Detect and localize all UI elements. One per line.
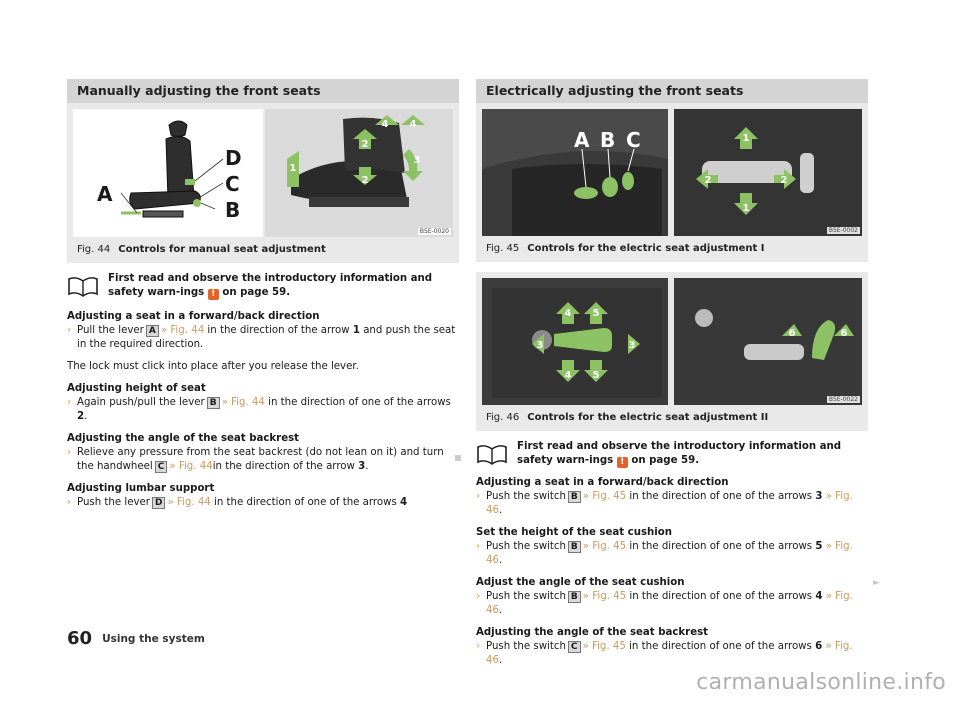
- fig45-arrow-bottom: 1: [742, 203, 750, 214]
- right-s4-step: › Push the switch C » Fig. 45 in the direction of one of the arrows 6 » Fig. 46.: [476, 641, 853, 666]
- chevron-right-icon: ›: [67, 447, 72, 458]
- fig-ref-link[interactable]: » Fig. 44: [160, 325, 205, 336]
- fig44-label-B: B: [225, 198, 241, 222]
- fig46-number: Fig. 46: [486, 412, 520, 423]
- right-s2-step: › Push the switch B » Fig. 45 in the direction of one of the arrows 5 » Fig. 46.: [476, 541, 853, 566]
- open-book-warning-icon: [67, 275, 99, 297]
- fig45-arrow-top: 1: [742, 133, 750, 144]
- left-s4-heading: Adjusting lumbar support: [67, 483, 215, 494]
- figure-45-image: [482, 109, 862, 236]
- fig-ref-link[interactable]: » Fig. 45: [582, 641, 626, 652]
- fig44-number: Fig. 44: [77, 244, 111, 255]
- left-s1-step: › Pull the lever A » Fig. 44 in the direction of the arrow 1 and push the seat in the required direction.: [67, 325, 456, 350]
- fig46-arrow-6b: 6: [840, 328, 848, 339]
- fig44-arrow-1: 1: [289, 163, 297, 174]
- key-B: B: [568, 541, 581, 553]
- left-s3-step: › Relieve any pressure from the seat backrest (do not lean on it) and turn the handwheel C » Fig. 44in the direction of the arrow 3.: [67, 447, 444, 472]
- fig46-arrow-3-right: 3: [628, 340, 636, 351]
- fig44-label-A: A: [97, 182, 113, 206]
- right-s1-heading: Adjusting a seat in a forward/back direction: [476, 477, 729, 488]
- fig-ref-link[interactable]: » Fig. 45: [582, 591, 627, 602]
- fig44-label-D: D: [225, 146, 242, 170]
- left-s1-note: The lock must click into place after you release the lever.: [67, 361, 359, 372]
- chevron-right-icon: ›: [476, 591, 481, 602]
- fig44-arrow-2a: 2: [361, 139, 369, 150]
- fig46-arrow-4-top: 4: [564, 308, 572, 319]
- left-s4-step: › Push the lever D » Fig. 44 in the direction of one of the arrows 4: [67, 497, 408, 508]
- key-C: C: [155, 461, 168, 473]
- triangle-continue-icon: ►: [873, 578, 880, 588]
- fig-ref-link[interactable]: » Fig. 46: [486, 541, 853, 566]
- right-s2-heading: Set the height of the seat cushion: [476, 527, 673, 538]
- fig46-illustration: [482, 278, 862, 405]
- fig46-arrow-6a: 6: [788, 328, 796, 339]
- chevron-right-icon: ›: [476, 491, 481, 502]
- warning-badge-icon: !: [617, 457, 628, 468]
- fig-ref-link[interactable]: » Fig. 45: [582, 491, 627, 502]
- fig45-label-A: A: [574, 128, 590, 152]
- fig44-arrow-4b: 4: [409, 119, 417, 130]
- right-warning-note: [476, 440, 868, 476]
- chevron-right-icon: ›: [67, 497, 72, 508]
- chevron-right-icon: ›: [67, 397, 72, 408]
- left-s2-step: › Again push/pull the lever B » Fig. 44 in the direction of one of the arrows 2.: [67, 397, 451, 422]
- warning-badge-icon: !: [208, 289, 219, 300]
- fig45-number: Fig. 45: [486, 243, 520, 254]
- chevron-right-icon: ›: [476, 641, 481, 652]
- key-C: C: [568, 641, 581, 653]
- fig44-arrow-4a: 4: [381, 119, 389, 130]
- right-s1-step: › Push the switch B » Fig. 45 in the direction of one of the arrows 3 » Fig. 46.: [476, 491, 853, 516]
- fig44-image-code: B5E-0020: [419, 228, 449, 235]
- right-s3-heading: Adjust the angle of the seat cushion: [476, 577, 685, 588]
- left-warning-text: First read and observe the introductory information and safety warn-ings ! on page 59.: [108, 273, 433, 299]
- open-book-warning-icon: [476, 443, 508, 465]
- page-footer: [67, 628, 205, 649]
- site-watermark: carmanualsonline.info: [696, 670, 946, 695]
- right-s4-heading: Adjusting the angle of the seat backrest: [476, 627, 709, 638]
- figure-46: [476, 272, 868, 431]
- right-s3-step: › Push the switch B » Fig. 45 in the direction of one of the arrows 4 » Fig. 46.: [476, 591, 853, 616]
- page-number: 60: [67, 628, 93, 649]
- key-D: D: [152, 497, 165, 509]
- footer-section-title: Using the system: [102, 632, 205, 645]
- left-column: [67, 79, 459, 510]
- right-body: [476, 476, 868, 668]
- key-B: B: [568, 491, 581, 503]
- key-B: B: [207, 397, 220, 409]
- fig45-label-B: B: [600, 128, 616, 152]
- chevron-right-icon: ›: [476, 541, 481, 552]
- right-warning-text: First read and observe the introductory information and safety warn-ings ! on page 59.: [517, 441, 842, 467]
- fig45-arrow-left: 2: [704, 175, 712, 186]
- fig44-title: Controls for manual seat adjustment: [118, 244, 326, 255]
- fig46-arrow-5-top: 5: [592, 308, 600, 319]
- fig46-arrow-4-bottom: 4: [564, 370, 572, 381]
- fig-ref-link[interactable]: » Fig. 46: [486, 641, 853, 666]
- fig44-arrow-2b: 2: [361, 175, 369, 186]
- left-warning-note: [67, 272, 459, 308]
- right-column: [476, 79, 868, 668]
- fig45-label-C: C: [626, 128, 641, 152]
- fig45-image-code: B5E-0002: [828, 227, 858, 234]
- section-heading-manual: Manually adjusting the front seats: [67, 79, 459, 103]
- figure-44-caption: [73, 237, 453, 263]
- fig46-image-code: B5E-0022: [828, 396, 858, 403]
- fig-ref-link[interactable]: » Fig. 46: [486, 591, 853, 616]
- fig44-illustration: [73, 109, 453, 237]
- fig46-title: Controls for the electric seat adjustment II: [527, 412, 769, 423]
- fig45-illustration: [482, 109, 862, 236]
- figure-44-image: [73, 109, 453, 237]
- fig45-arrow-right: 2: [780, 175, 788, 186]
- fig-ref-link[interactable]: » Fig. 46: [486, 491, 853, 516]
- fig46-arrow-5-bottom: 5: [592, 370, 600, 381]
- key-A: A: [146, 325, 159, 337]
- left-s3-heading: Adjusting the angle of the seat backrest: [67, 433, 300, 444]
- figure-45-caption: [482, 236, 862, 262]
- square-end-icon: [455, 455, 461, 461]
- fig44-label-C: C: [225, 172, 240, 196]
- fig-ref-link[interactable]: » Fig. 44: [167, 497, 211, 508]
- fig45-title: Controls for the electric seat adjustment I: [527, 243, 765, 254]
- left-s2-heading: Adjusting height of seat: [67, 383, 206, 394]
- figure-46-image: [482, 278, 862, 405]
- fig44-arrow-3: 3: [413, 155, 421, 166]
- fig-ref-link[interactable]: » Fig. 44: [221, 397, 265, 408]
- figure-44: [67, 103, 459, 263]
- fig46-arrow-3-left: 3: [536, 340, 544, 351]
- fig-ref-link[interactable]: » Fig. 44: [169, 461, 213, 472]
- key-B: B: [568, 591, 581, 603]
- left-body: [67, 310, 459, 510]
- fig-ref-link[interactable]: » Fig. 45: [582, 541, 627, 552]
- left-s1-heading: Adjusting a seat in a forward/back direction: [67, 311, 320, 322]
- section-heading-electric: Electrically adjusting the front seats: [476, 79, 868, 103]
- figure-45: [476, 103, 868, 262]
- figure-46-caption: [482, 405, 862, 431]
- chevron-right-icon: ›: [67, 325, 72, 336]
